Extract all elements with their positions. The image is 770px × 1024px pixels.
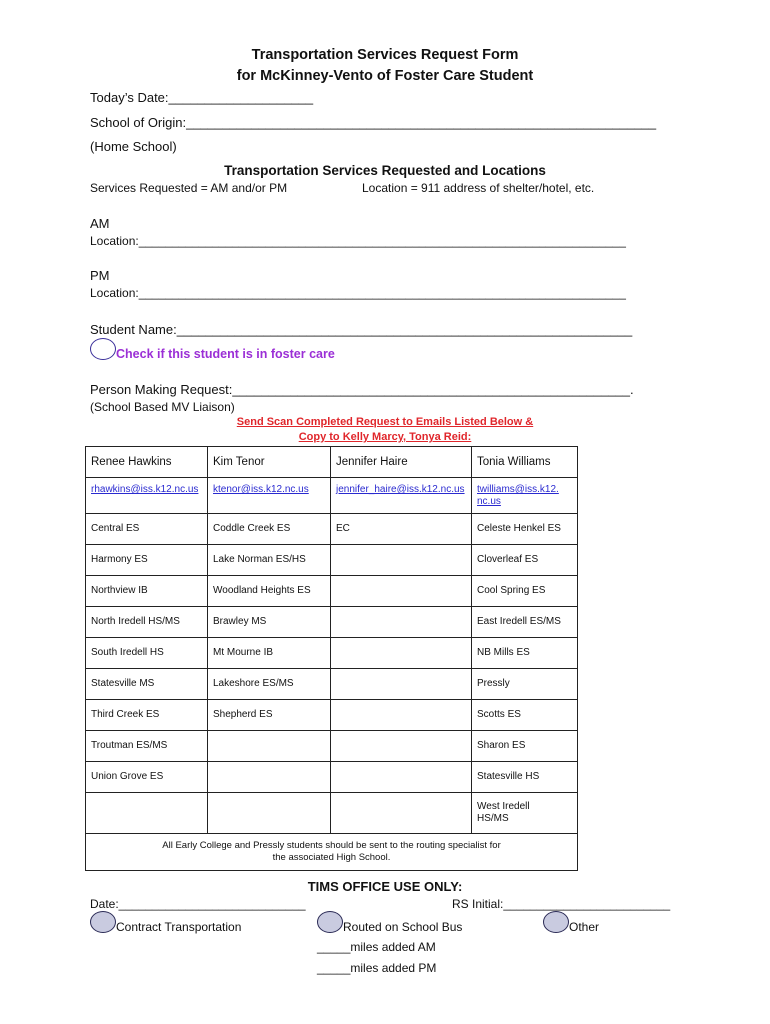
school-cell: Harmony ES: [86, 545, 208, 576]
school-cell: [331, 669, 472, 700]
table-row: [86, 638, 578, 669]
school-cell: Troutman ES/MS: [86, 731, 208, 762]
email-link[interactable]: ktenor@iss.k12.nc.us: [213, 484, 309, 495]
foster-care-checkbox[interactable]: [90, 338, 116, 360]
school-cell: [331, 607, 472, 638]
instruction-line1: Send Scan Completed Request to Emails Listed Below &: [236, 416, 534, 428]
miles-added-pm-field[interactable]: _____miles added PM: [317, 961, 437, 975]
school-cell: [208, 793, 331, 834]
table-row: [86, 576, 578, 607]
table-header-row: [86, 447, 578, 478]
table-row: [86, 607, 578, 638]
school-cell: Northview IB: [86, 576, 208, 607]
pm-label: PM: [90, 268, 110, 283]
contact-name: Renee Hawkins: [86, 447, 208, 478]
services-requested-note: Services Requested = AM and/or PM: [90, 181, 288, 195]
school-cell: Woodland Heights ES: [208, 576, 331, 607]
school-cell: [331, 545, 472, 576]
table-email-row: [86, 478, 578, 514]
table-row: [86, 762, 578, 793]
school-cell: Cloverleaf ES: [472, 545, 578, 576]
foster-care-check-label: Check if this student is in foster care: [116, 347, 335, 361]
am-location-field[interactable]: Location:_________________________________________________________________________: [90, 234, 626, 248]
other-radio[interactable]: [543, 911, 569, 933]
routed-on-school-bus-label: Routed on School Bus: [343, 920, 463, 934]
school-cell: [331, 731, 472, 762]
table-row: [86, 545, 578, 576]
school-cell: Brawley MS: [208, 607, 331, 638]
form-title-line2: for McKinney-Vento of Foster Care Student: [236, 68, 534, 84]
school-cell: Statesville MS: [86, 669, 208, 700]
school-cell: Lake Norman ES/HS: [208, 545, 331, 576]
school-cell: Pressly: [472, 669, 578, 700]
contract-transportation-label: Contract Transportation: [116, 920, 242, 934]
school-cell: [331, 576, 472, 607]
school-cell: [86, 793, 208, 834]
school-of-origin-field[interactable]: School of Origin:_________________________________________________________________: [90, 115, 657, 130]
school-cell: [331, 700, 472, 731]
routing-note-line2: the associated High School.: [272, 852, 391, 863]
table-row: [86, 669, 578, 700]
contact-name: Jennifer Haire: [331, 447, 472, 478]
routing-note: [86, 834, 578, 871]
school-cell: North Iredell HS/MS: [86, 607, 208, 638]
email-link[interactable]: twilliams@iss.k12. nc.us: [477, 484, 559, 507]
school-cell: Scotts ES: [472, 700, 578, 731]
email-link[interactable]: jennifer_haire@iss.k12.nc.us: [336, 484, 465, 495]
school-cell: Lakeshore ES/MS: [208, 669, 331, 700]
school-cell: Statesville HS: [472, 762, 578, 793]
school-cell: Cool Spring ES: [472, 576, 578, 607]
contact-name: Kim Tenor: [208, 447, 331, 478]
other-label: Other: [569, 920, 600, 934]
school-cell: Union Grove ES: [86, 762, 208, 793]
school-cell: [331, 762, 472, 793]
table-row: [86, 731, 578, 762]
routing-note-line1: All Early College and Pressly students should be sent to the routing specialist for: [162, 840, 501, 851]
table-row: [86, 700, 578, 731]
school-cell: South Iredell HS: [86, 638, 208, 669]
school-cell: [331, 638, 472, 669]
todays-date-field[interactable]: Today’s Date:____________________: [90, 90, 314, 105]
rs-initial-field[interactable]: RS Initial:_________________________: [452, 897, 671, 911]
contacts-table: [85, 446, 578, 871]
school-cell: NB Mills ES: [472, 638, 578, 669]
table-row: [86, 514, 578, 545]
liaison-note: (School Based MV Liaison): [90, 400, 235, 414]
school-cell: [331, 793, 472, 834]
home-school-note: (Home School): [90, 139, 177, 154]
school-cell: EC: [331, 514, 472, 545]
school-cell: Mt Mourne IB: [208, 638, 331, 669]
location-note: Location = 911 address of shelter/hotel, etc.: [362, 181, 595, 195]
contract-transportation-radio[interactable]: [90, 911, 116, 933]
tims-date-field[interactable]: Date:____________________________: [90, 897, 306, 911]
miles-added-am-field[interactable]: _____miles added AM: [317, 940, 436, 954]
services-section-title: Transportation Services Requested and Locations: [224, 163, 546, 178]
am-label: AM: [90, 216, 110, 231]
school-cell: [208, 731, 331, 762]
contact-name: Tonia Williams: [472, 447, 578, 478]
school-cell: [208, 762, 331, 793]
table-footer-row: [86, 834, 578, 871]
email-link[interactable]: rhawkins@iss.k12.nc.us: [91, 484, 199, 495]
form-title-line1: Transportation Services Request Form: [251, 47, 519, 63]
school-cell: Sharon ES: [472, 731, 578, 762]
school-cell: West Iredell HS/MS: [472, 793, 578, 834]
person-making-request-field[interactable]: Person Making Request:_______________________________________________________.: [90, 382, 634, 397]
school-cell: Celeste Henkel ES: [472, 514, 578, 545]
tims-office-title: TIMS OFFICE USE ONLY:: [307, 879, 463, 894]
school-cell: Central ES: [86, 514, 208, 545]
pm-location-field[interactable]: Location:_________________________________________________________________________: [90, 286, 626, 300]
routed-on-school-bus-radio[interactable]: [317, 911, 343, 933]
school-cell: Coddle Creek ES: [208, 514, 331, 545]
instruction-line2: Copy to Kelly Marcy, Tonya Reid:: [298, 431, 472, 443]
school-cell: East Iredell ES/MS: [472, 607, 578, 638]
student-name-field[interactable]: Student Name:_______________________________________________________________: [90, 322, 633, 337]
table-row: [86, 793, 578, 834]
school-cell: Shepherd ES: [208, 700, 331, 731]
school-cell: Third Creek ES: [86, 700, 208, 731]
